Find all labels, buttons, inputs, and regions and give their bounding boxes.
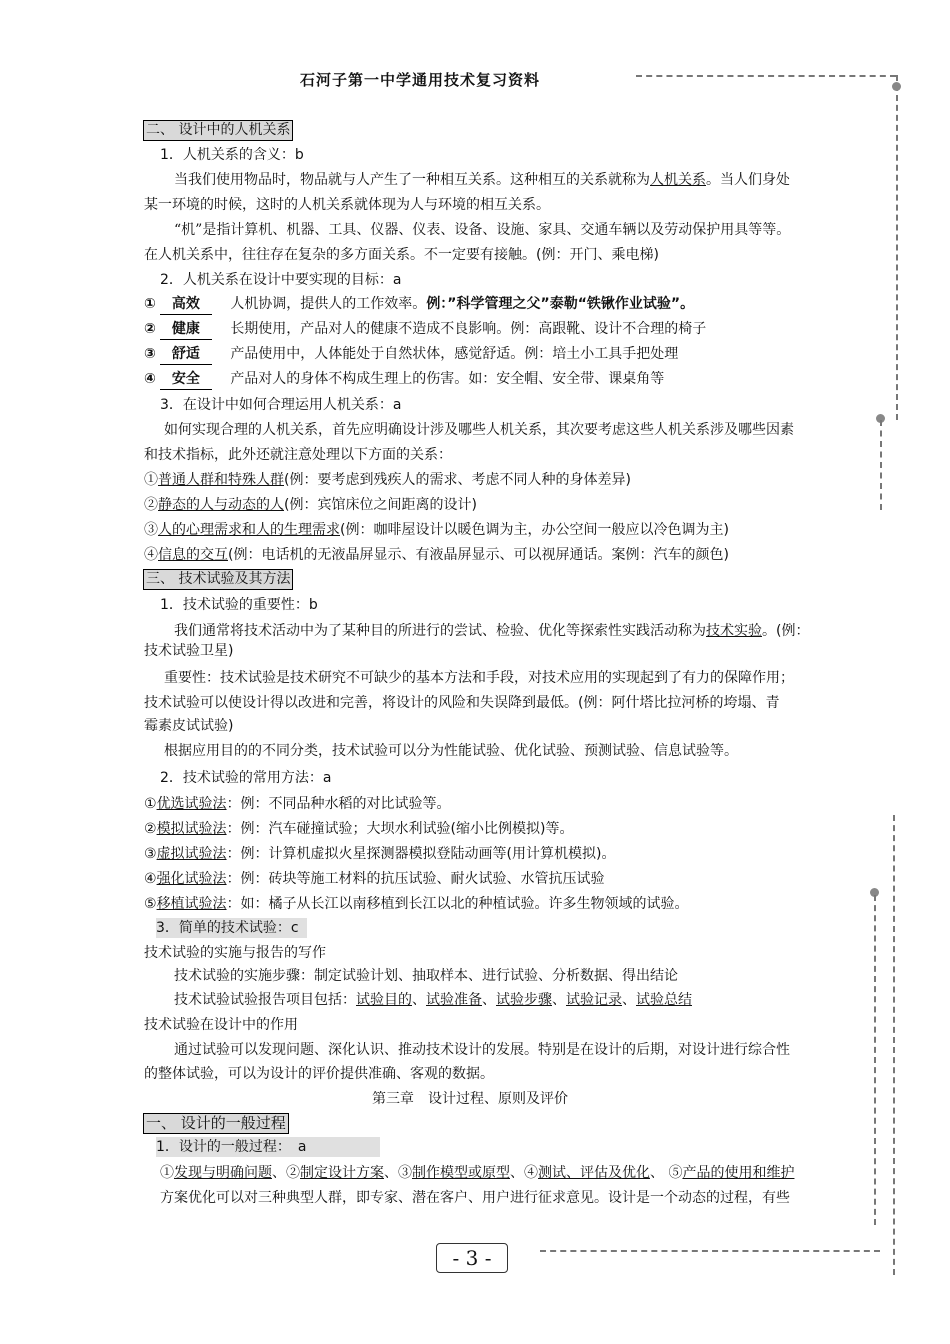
report-items-line: 技术试验试验报告项目包括：试验目的、试验准备、试验步骤、试验记录、试验总结 xyxy=(174,992,692,1008)
goal-item: ② 健康 长期使用，产品对人的健康不造成不良影响。例：高跟靴、设计不合理的椅子 xyxy=(144,319,706,340)
paragraph-line: 方案优化可以对三种典型人群，即专家、潜在客户、用户进行征求意见。设计是一个动态的过程，有些 xyxy=(160,1190,790,1206)
subheading: 1．技术试验的重要性：b xyxy=(160,597,318,613)
design-steps-line: ①发现与明确问题、②制定设计方案、③制作模型或原型、④测试、评估及优化、 ⑤产品的使用和维护 xyxy=(160,1165,795,1181)
subheading: 2．技术试验的常用方法：a xyxy=(160,770,332,786)
subheading: 2．人机关系在设计中要实现的目标：a xyxy=(160,272,402,288)
paragraph-line: 和技术指标，此外还就注意处理以下方面的关系： xyxy=(144,447,452,463)
goal-item: ④ 安全 产品对人的身体不构成生理上的伤害。如：安全帽、安全带、课桌角等 xyxy=(144,369,664,390)
right-decoration-line-middle xyxy=(880,420,882,510)
method-item: ⑤移植试验法：如：橘子从长江以南移植到长江以北的种植试验。许多生物领域的试验。 xyxy=(144,896,689,912)
decoration-dot xyxy=(892,82,901,91)
footer-decoration-line xyxy=(540,1250,880,1252)
section-heading-design-process: 一、 设计的一般过程 xyxy=(143,1113,289,1134)
header-decoration-line xyxy=(636,75,896,77)
page-number: - 3 - xyxy=(436,1243,508,1273)
paragraph-line: 霉素皮试试验) xyxy=(144,718,234,734)
goal-item: ③ 舒适 产品使用中，人体能处于自然状体，感觉舒适。例：培土小工具手把处理 xyxy=(144,344,678,365)
paragraph-line: “机”是指计算机、机器、工具、仪器、仪表、设备、设施、家具、交通车辆以及劳动保护用具等等。 xyxy=(174,222,791,238)
method-item: ④强化试验法：例：砖块等施工材料的抗压试验、耐火试验、水管抗压试验 xyxy=(144,871,605,887)
subheading: 3．简单的技术试验：c xyxy=(156,918,307,938)
subheading: 1．设计的一般过程： a xyxy=(156,1137,380,1157)
relation-item: ③人的心理需求和人的生理需求(例：咖啡屋设计以暖色调为主，办公空间一般应以冷色调为主) xyxy=(144,522,729,538)
goal-item: ① 高效 人机协调，提供人的工作效率。例：”科学管理之父”泰勒“铁锹作业试验”。 xyxy=(144,294,694,315)
right-decoration-line-top xyxy=(896,75,898,420)
right-decoration-line-bottom xyxy=(893,815,895,1275)
paragraph-line: 如何实现合理的人机关系，首先应明确设计涉及哪些人机关系，其次要考虑这些人机关系涉及哪些因素 xyxy=(164,422,794,438)
page-header-title: 石河子第一中学通用技术复习资料 xyxy=(300,71,541,89)
paragraph-line: 技术试验在设计中的作用 xyxy=(144,1017,298,1033)
paragraph-line: 在人机关系中，往往存在复杂的多方面关系。不一定要有接触。(例：开门、乘电梯) xyxy=(144,247,659,263)
subheading: 3．在设计中如何合理运用人机关系：a xyxy=(160,397,402,413)
relation-item: ②静态的人与动态的人(例：宾馆床位之间距离的设计) xyxy=(144,497,477,513)
paragraph-line: 根据应用目的的不同分类，技术试验可以分为性能试验、优化试验、预测试验、信息试验等。 xyxy=(164,743,738,759)
paragraph-line: 重要性：技术试验是技术研究不可缺少的基本方法和手段，对技术应用的实现起到了有力的保障作用； xyxy=(164,670,794,686)
paragraph-line: 当我们使用物品时，物品就与人产生了一种相互关系。这种相互的关系就称为人机关系。当人们身处 xyxy=(174,172,790,188)
method-item: ①优选试验法：例：不同品种水稻的对比试验等。 xyxy=(144,796,451,812)
relation-item: ④信息的交互(例：电话机的无液晶屏显示、有液晶屏显示、可以视屏通话。案例：汽车的颜色) xyxy=(144,547,729,563)
method-item: ③虚拟试验法：例：计算机虚拟火星探测器模拟登陆动画等(用计算机模拟)。 xyxy=(144,846,616,862)
paragraph-line: 技术试验可以使设计得以改进和完善，将设计的风险和失误降到最低。(例：阿什塔比拉河桥的垮塌、青 xyxy=(144,695,780,711)
paragraph-line: 我们通常将技术活动中为了某种目的所进行的尝试、检验、优化等探索性实践活动称为技术实验。(例： xyxy=(174,623,810,639)
paragraph-line: 技术试验的实施步骤：制定试验计划、抽取样本、进行试验、分析数据、得出结论 xyxy=(174,968,678,984)
paragraph-line: 技术试验卫星) xyxy=(144,643,234,659)
chapter-title: 第三章 设计过程、原则及评价 xyxy=(372,1091,568,1107)
paragraph-line: 技术试验的实施与报告的写作 xyxy=(144,945,326,961)
right-decoration-line-inner xyxy=(874,895,876,1225)
paragraph-line: 某一环境的时候，这时的人机关系就体现为人与环境的相互关系。 xyxy=(144,197,550,213)
paragraph-line: 通过试验可以发现问题、深化认识、推动技术设计的发展。特别是在设计的后期，对设计进行综合性 xyxy=(174,1042,790,1058)
section-heading-tech-test: 三、 技术试验及其方法 xyxy=(143,569,293,590)
paragraph-line: 的整体试验，可以为设计的评价提供准确、客观的数据。 xyxy=(144,1066,494,1082)
method-item: ②模拟试验法：例：汽车碰撞试验；大坝水利试验(缩小比例模拟)等。 xyxy=(144,821,574,837)
subheading: 1．人机关系的含义：b xyxy=(160,147,304,163)
relation-item: ①普通人群和特殊人群(例：要考虑到残疾人的需求、考虑不同人种的身体差异) xyxy=(144,472,631,488)
section-heading-human-machine: 二、 设计中的人机关系 xyxy=(143,120,293,141)
